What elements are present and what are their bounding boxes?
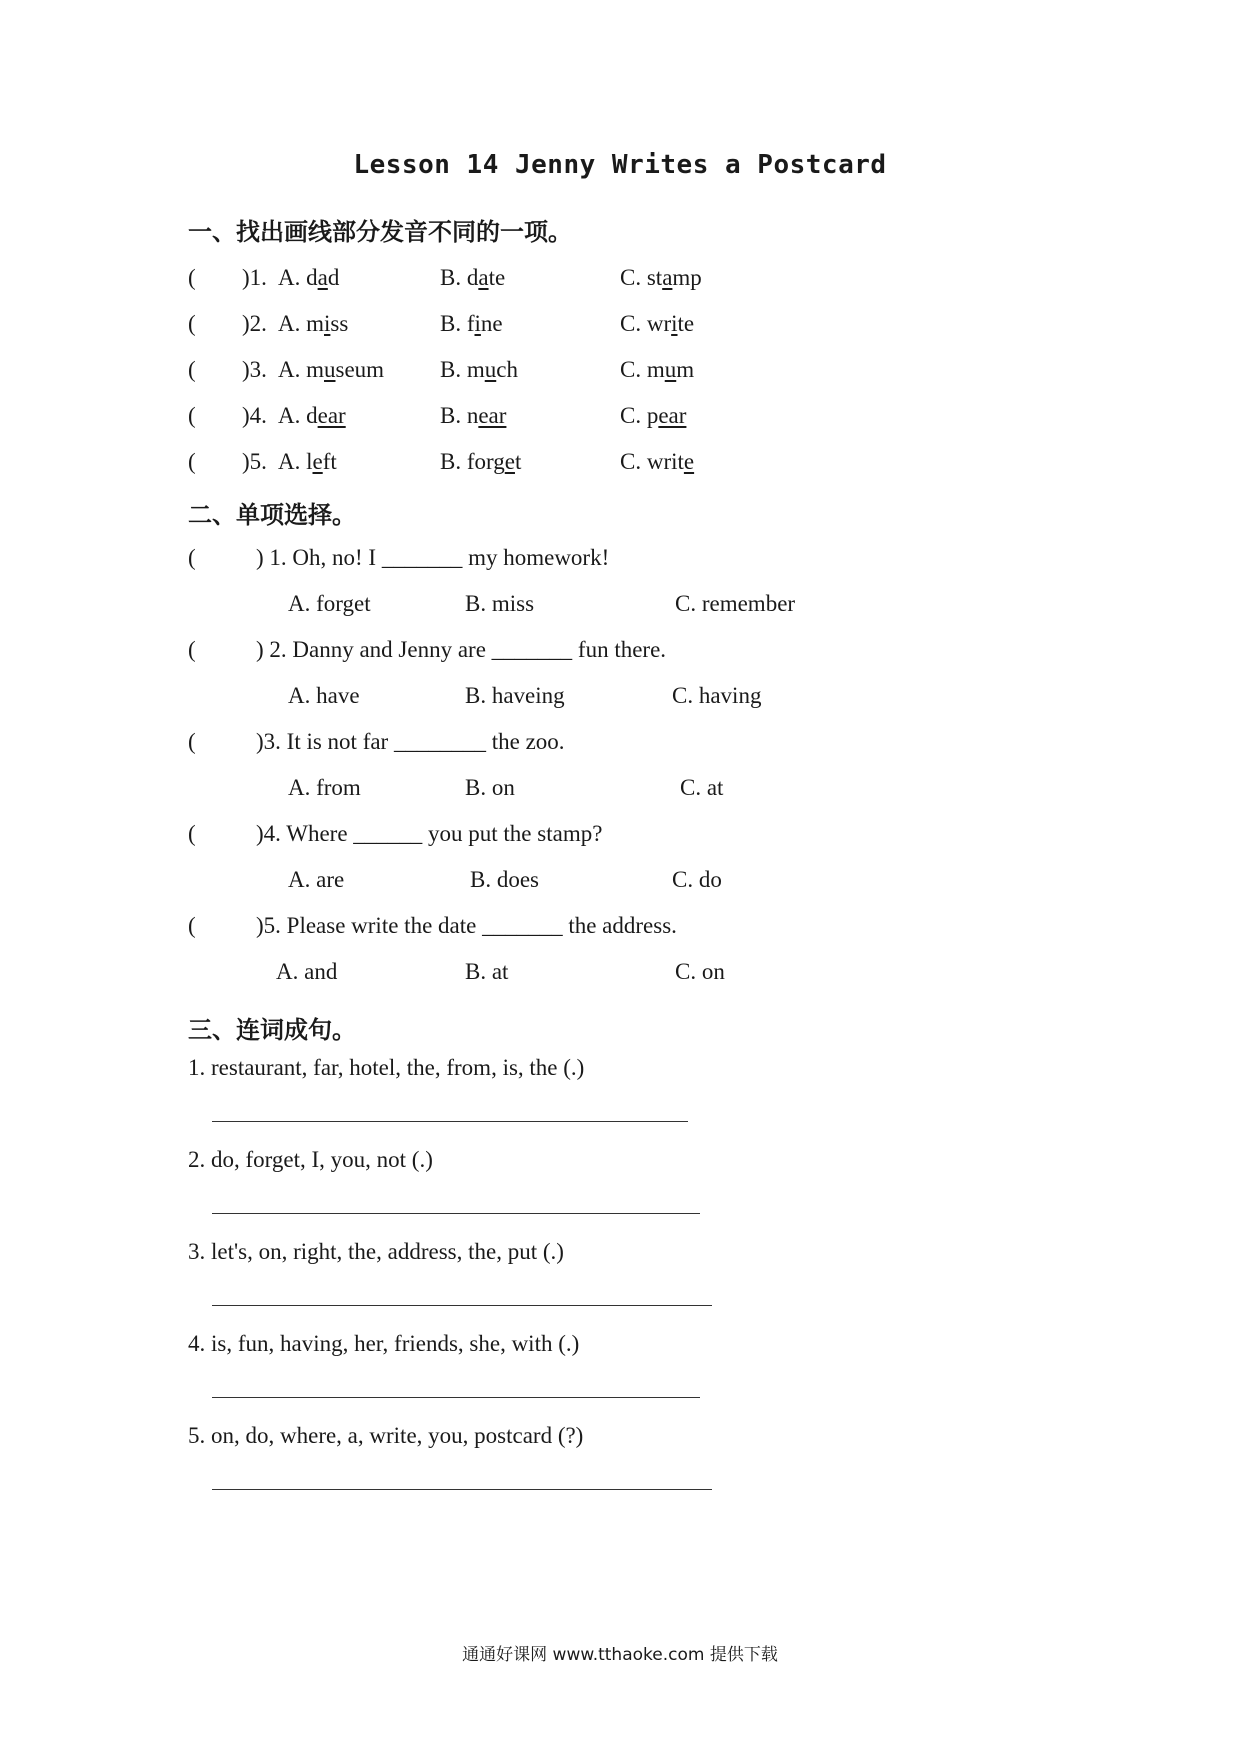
choice-option: B. does [470,867,539,892]
question-number: )5. [242,449,267,474]
underlined-sound: u [324,357,336,382]
choice-option: A. are [288,867,345,892]
underlined-sound: i [474,311,481,336]
answer-paren: ( [188,311,196,336]
question-number: )3. [242,357,267,382]
option-text: B. d [440,265,479,290]
option-text: ne [480,311,503,336]
option-text: C. m [620,357,665,382]
underlined-sound: e [312,449,323,474]
prompt-words: 4. is, fun, having, her, friends, she, with (.) [188,1331,580,1356]
choice-option: B. miss [465,591,535,616]
section-heading-2: 二、单项选择。 [188,501,356,529]
choice-option: C. remember [675,591,796,616]
option-text: ch [496,357,518,382]
prompt-words: 2. do, forget, I, you, not (.) [188,1147,433,1172]
option-text: te [488,265,506,290]
underlined-sound: e [683,449,695,474]
answer-paren: ( [188,545,196,570]
choice-option: C. having [672,683,762,708]
option-text: B. n [440,403,479,428]
answer-paren: ( [188,403,196,428]
underlined-sound: ear [317,403,346,428]
option-text: A. m [278,357,324,382]
underlined-sound: a [478,265,489,290]
question-number: )1. [242,265,267,290]
choice-option: A. and [276,959,338,984]
answer-paren: ( [188,637,196,662]
option-a [278,265,339,291]
underlined-sound: u [664,357,677,382]
underlined-sound: e [504,449,515,474]
option-text: A. d [278,265,318,290]
option-c [620,449,694,475]
option-text: C. p [620,403,659,428]
answer-line [212,1213,700,1214]
answer-line [212,1121,688,1122]
choice-option: C. at [680,775,724,800]
option-c [620,265,702,291]
option-text: C. writ [620,449,684,474]
option-text: C. wr [620,311,672,336]
option-text: t [514,449,522,474]
underlined-sound: i [324,311,331,336]
underlined-sound: u [484,357,497,382]
choice-option: C. do [672,867,722,892]
answer-paren: ( [188,449,196,474]
option-text: mp [672,265,702,290]
option-c [620,403,686,429]
option-text: B. m [440,357,485,382]
prompt-words: 5. on, do, where, a, write, you, postcard (?) [188,1423,584,1448]
option-text: ss [330,311,349,336]
answer-paren: ( [188,357,196,382]
question-text: )5. Please write the date _______ the address. [256,913,677,938]
option-c [620,311,694,337]
option-text: d [327,265,340,290]
underlined-sound: ear [478,403,507,428]
choice-option: A. forget [288,591,371,616]
answer-line [212,1489,712,1490]
answer-line [212,1397,700,1398]
underlined-sound: a [317,265,328,290]
answer-paren: ( [188,821,196,846]
prompt-words: 1. restaurant, far, hotel, the, from, is, the (.) [188,1055,585,1080]
option-text: A. l [278,449,313,474]
option-text: B. forg [440,449,505,474]
option-a [278,357,384,383]
question-text: ) 2. Danny and Jenny are _______ fun there. [256,637,667,662]
underlined-sound: ear [658,403,687,428]
option-b [440,311,503,337]
answer-paren: ( [188,913,196,938]
option-b [440,357,518,383]
option-text: C. st [620,265,663,290]
option-text: seum [335,357,385,382]
question-text: ) 1. Oh, no! I _______ my homework! [256,545,610,570]
option-text: ft [322,449,337,474]
prompt-words: 3. let's, on, right, the, address, the, put (.) [188,1239,564,1264]
answer-paren: ( [188,729,196,754]
answer-line [212,1305,712,1306]
option-text: A. m [278,311,324,336]
answer-paren: ( [188,265,196,290]
underlined-sound: a [662,265,673,290]
option-a [278,449,337,475]
option-text: m [676,357,695,382]
option-b [440,403,506,429]
page-title: Lesson 14 Jenny Writes a Postcard [353,150,887,180]
option-b [440,265,505,291]
option-text: A. d [278,403,318,428]
underlined-sound: i [671,311,678,336]
choice-option: B. haveing [465,683,565,708]
option-text: te [677,311,695,336]
section-heading-3: 三、连词成句。 [188,1016,356,1044]
choice-option: B. at [465,959,509,984]
option-c [620,357,694,383]
question-number: )4. [242,403,267,428]
question-text: )3. It is not far ________ the zoo. [256,729,565,754]
option-b [440,449,521,475]
page-footer: 通通好课网 www.tthaoke.com 提供下载 [462,1645,778,1665]
option-a [278,403,346,429]
choice-option: A. from [288,775,361,800]
choice-option: B. on [465,775,515,800]
choice-option: C. on [675,959,725,984]
choice-option: A. have [288,683,360,708]
option-text: B. f [440,311,475,336]
section-heading-1: 一、找出画线部分发音不同的一项。 [188,218,572,246]
question-number: )2. [242,311,267,336]
question-text: )4. Where ______ you put the stamp? [256,821,603,846]
option-a [278,311,348,337]
